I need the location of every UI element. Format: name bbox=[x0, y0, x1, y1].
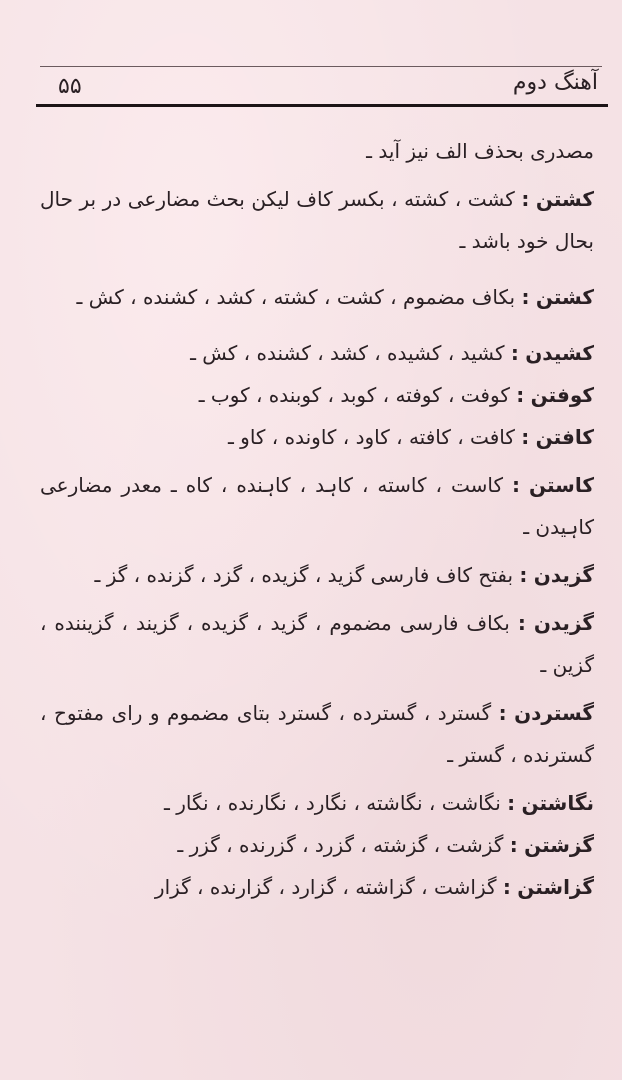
entry-separator: : bbox=[502, 875, 511, 899]
entry-headword: کشیدن bbox=[525, 341, 594, 365]
entry-headword: کافتن bbox=[535, 425, 594, 449]
entry-headword: کوفتن bbox=[530, 383, 594, 407]
entry-headword: گزیدن bbox=[533, 563, 594, 587]
header-bottom-rule bbox=[36, 104, 608, 107]
entry bbox=[40, 866, 594, 908]
entry-headword: نگاشتن bbox=[521, 791, 594, 815]
entry-separator: : bbox=[521, 425, 530, 449]
entry-text: گزشت ، گزشته ، گزرد ، گزرنده ، گزر ـ bbox=[177, 833, 504, 857]
entry bbox=[40, 332, 594, 374]
entry-separator: : bbox=[512, 473, 521, 497]
entry-text: کاست ، کاسته ، کاہد ، کاہنده ، کاه ـ معدر مضارعی کاہیدن ـ bbox=[40, 473, 594, 539]
entry-separator: : bbox=[521, 285, 530, 309]
entry-text: گسترد ، گسترده ، گسترد بتای مضموم و رای مفتوح ، گسترنده ، گستر ـ bbox=[40, 701, 594, 767]
header-top-rule bbox=[40, 66, 602, 67]
entry-separator: : bbox=[519, 563, 528, 587]
entry-separator: : bbox=[510, 341, 519, 365]
entry-separator: : bbox=[509, 833, 518, 857]
page-header bbox=[36, 58, 608, 110]
entry bbox=[40, 464, 594, 548]
entry-text: کشید ، کشیده ، کشد ، کشنده ، کش ـ bbox=[190, 341, 505, 365]
entry-headword: کشتن bbox=[535, 285, 594, 309]
entry bbox=[40, 374, 594, 416]
entry bbox=[40, 824, 594, 866]
entry bbox=[40, 602, 594, 686]
page-number: ۵۵ bbox=[58, 74, 82, 99]
entry bbox=[40, 554, 594, 596]
body-text bbox=[40, 130, 594, 908]
entry-text: کافت ، کافته ، کاود ، کاونده ، کاو ـ bbox=[227, 425, 515, 449]
entry-text: نگاشت ، نگاشته ، نگارد ، نگارنده ، نگار ـ bbox=[164, 791, 501, 815]
entry-separator: : bbox=[517, 611, 526, 635]
entry-text: کشت ، کشته ، بکسر کاف لیکن بحث مضارعی در بر حال بحال خود باشد ـ bbox=[40, 187, 594, 253]
entry-separator: : bbox=[516, 383, 525, 407]
entry-text: بکاف مضموم ، کشت ، کشته ، کشد ، کشنده ، کش ـ bbox=[76, 285, 516, 309]
entry-separator: : bbox=[498, 701, 507, 725]
entry bbox=[40, 692, 594, 776]
entry bbox=[40, 782, 594, 824]
entry-separator: : bbox=[507, 791, 516, 815]
entry bbox=[40, 178, 594, 262]
entry-headword: گزیدن bbox=[533, 611, 595, 635]
entry-text: کوفت ، کوفته ، کوبد ، کوبنده ، کوب ـ bbox=[198, 383, 510, 407]
entry-headword: کاستن bbox=[529, 473, 594, 497]
entry-text: بکاف فارسی مضموم ، گزید ، گزیده ، گزیند ، گزیننده ، گزین ـ bbox=[40, 611, 594, 677]
entry-headword: گزشتن bbox=[524, 833, 594, 857]
entry-text: گزاشت ، گزاشته ، گزارد ، گزارنده ، گزار bbox=[154, 875, 497, 899]
entry-headword: کشتن bbox=[535, 187, 594, 211]
entry bbox=[40, 276, 594, 318]
entry-text: بفتح کاف فارسی گزید ، گزیده ، گزد ، گزنده ، گز ـ bbox=[94, 563, 514, 587]
intro-line: مصدری بحذف الف نیز آید ـ bbox=[366, 139, 594, 163]
entry-separator: : bbox=[521, 187, 530, 211]
entry-headword: گزاشتن bbox=[517, 875, 594, 899]
running-head: آهنگ دوم bbox=[512, 70, 598, 95]
entry bbox=[40, 416, 594, 458]
entry-headword: گستردن bbox=[514, 701, 595, 725]
